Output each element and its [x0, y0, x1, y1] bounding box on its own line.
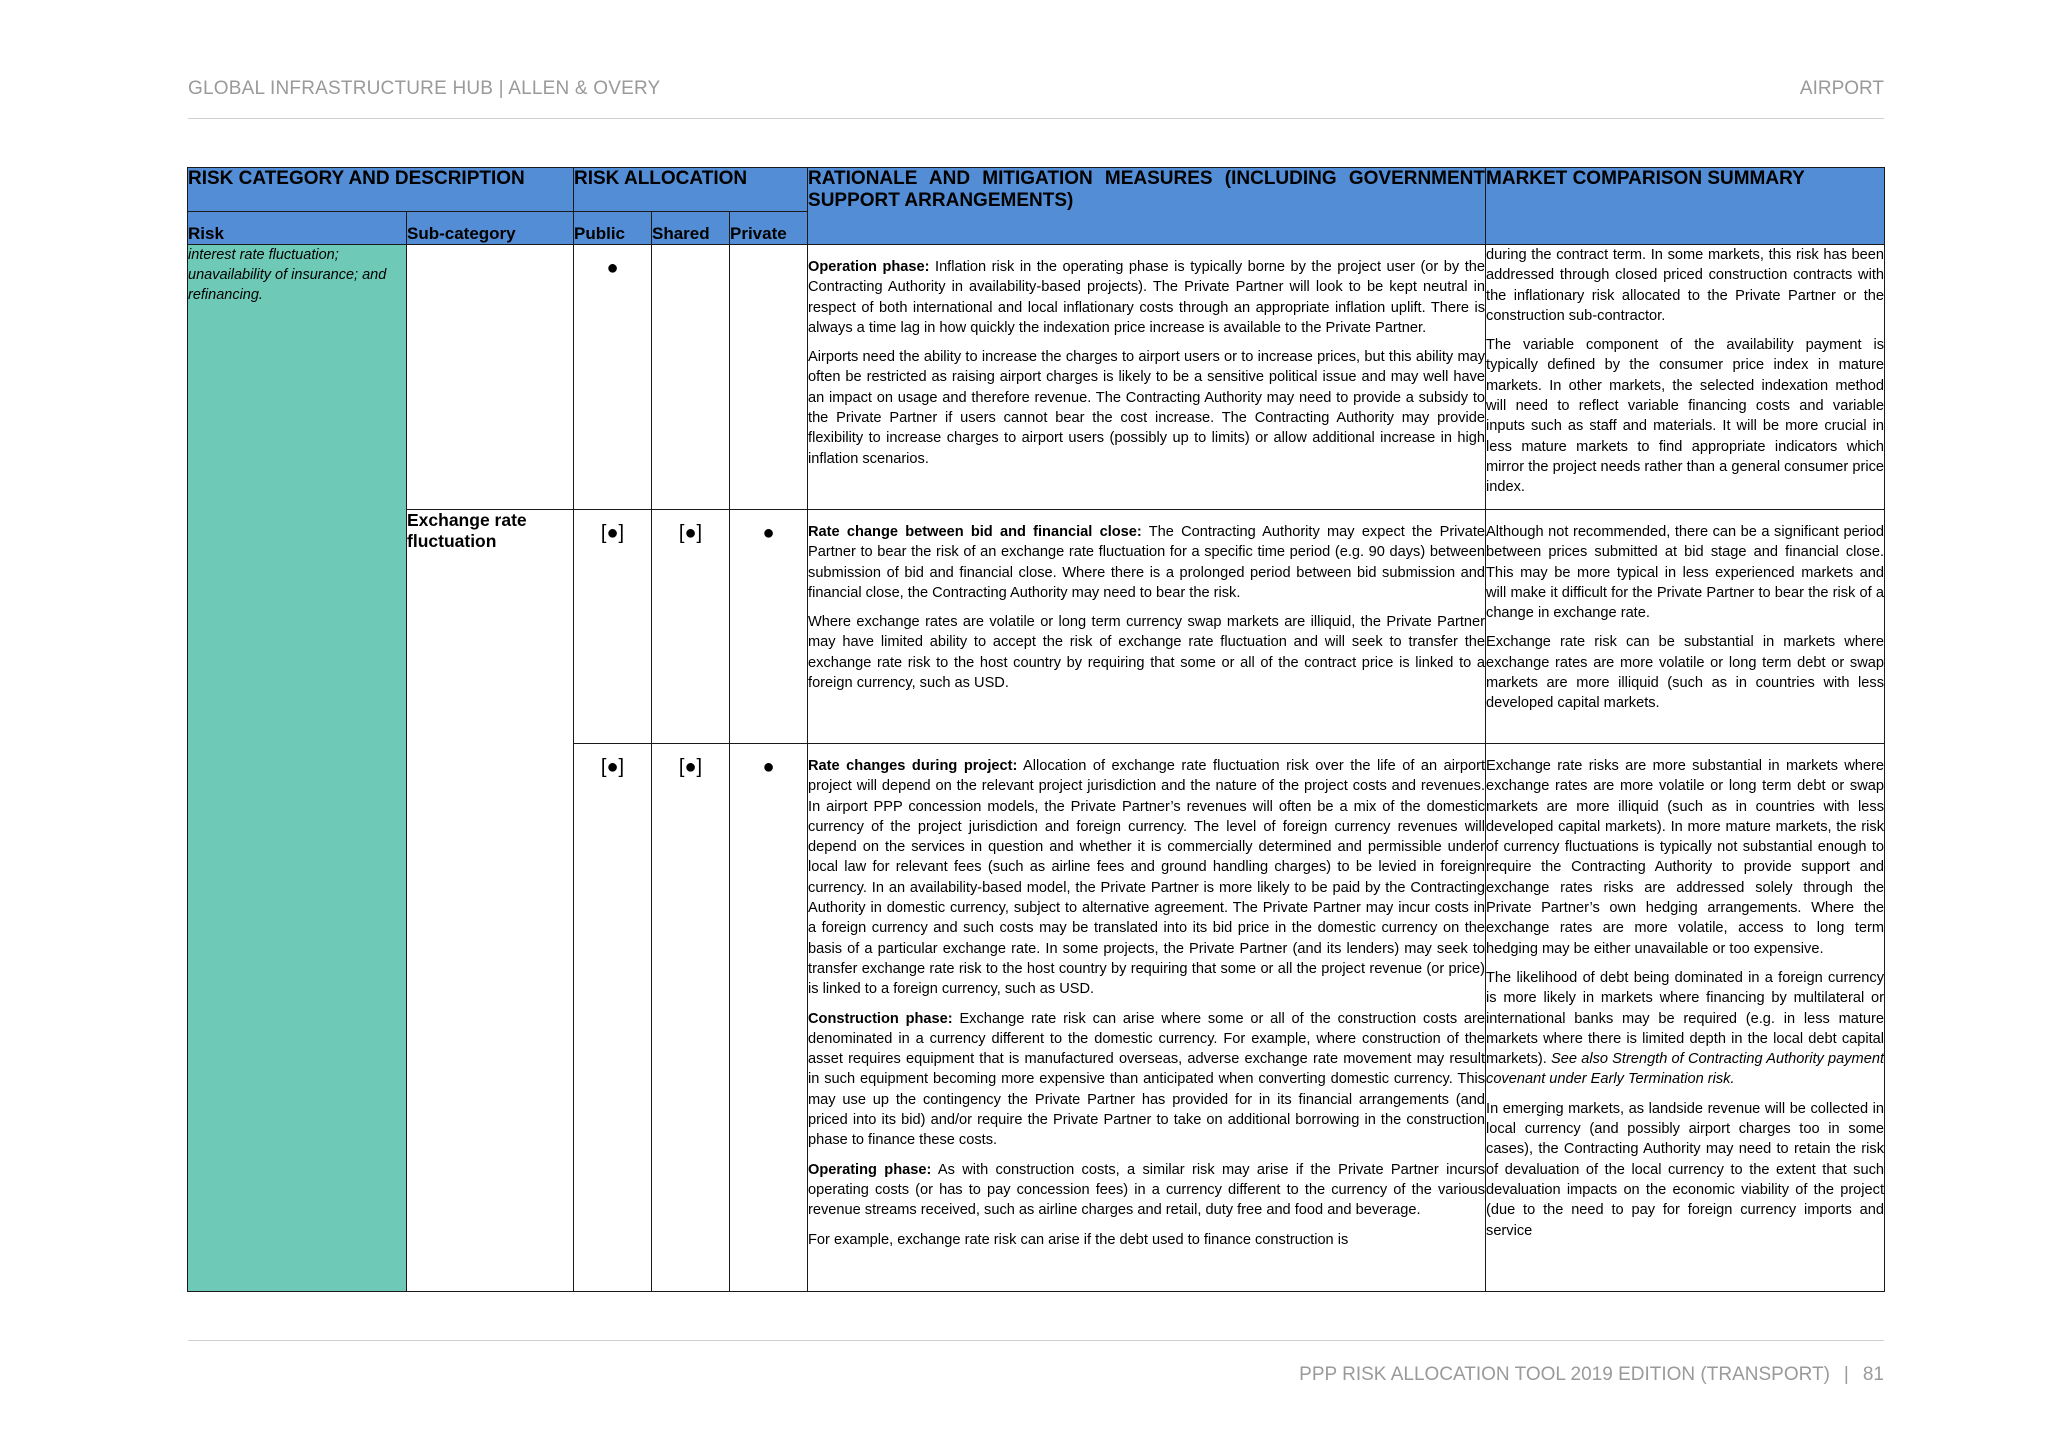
market-paragraph: Exchange rate risk can be substantial in markets where exchange rates are more volatile or long term debt or swap markets are more illiquid (such as in countries with less developed capital markets.	[1486, 634, 1885, 712]
private-allocation: ●	[730, 510, 808, 744]
col-risk: Risk	[188, 212, 407, 245]
public-allocation: ●	[574, 245, 652, 510]
rationale-paragraph: Rate change between bid and financial close: The Contracting Authority may expect the Private Partner to bear the risk of an exchange rate fluctuation for a specific time period (e.g. 90 days) between submission of bid and financial close. Where there is a prolonged period between bid submission and financial close, the Contracting Authority may need to bear the risk.	[808, 524, 1486, 601]
col-risk-category: RISK CATEGORY AND DESCRIPTION	[188, 168, 574, 212]
rationale-cell	[808, 744, 1486, 1292]
header-divider	[188, 118, 1884, 119]
header-title: GLOBAL INFRASTRUCTURE HUB | ALLEN & OVERY	[188, 78, 661, 99]
public-allocation: [●]	[574, 510, 652, 744]
market-cell	[1486, 245, 1885, 510]
shared-allocation: [●]	[652, 510, 730, 744]
rationale-paragraph: Airports need the ability to increase the charges to airport users or to increase prices, but this ability may often be restricted as raising airport charges is likely to be a sensitive political issue and may well have an impact on usage and therefore revenue. The Contracting Authority may need to provide a subsidy to the Private Partner if users cannot bear the cost increase. The Contracting Authority may provide flexibility to increase charges to airport users (possibly up to limits) or allow additional increase in high inflation scenarios.	[808, 349, 1486, 467]
table-row	[188, 510, 1885, 744]
footer	[1299, 1364, 1884, 1386]
market-paragraph: Exchange rate risks are more substantial in markets where exchange rates are more volatile or long term debt or swap markets are more illiquid (such as in countries with less developed capital markets). In more mature markets, the risk of currency fluctuations is typically not substantial enough to require the Contracting Authority to provide support and exchange rates risks are addressed solely through the Private Partner’s own hedging arrangements. Where the exchange rates are more volatile, access to long term hedging may be either unavailable or too expensive.	[1486, 758, 1885, 957]
rationale-paragraph: Operating phase: As with construction costs, a similar risk may arise if the Private Partner incurs operating costs (or has to pay concession fees) in a currency different to the currency of the various revenue streams received, such as airline charges and retail, duty free and food and beverage.	[808, 1161, 1486, 1219]
page-number: 81	[1862, 1364, 1884, 1385]
cross-reference: See also Strength of Contracting Authority payment covenant under Early Termination risk.	[1486, 1051, 1885, 1088]
rationale-paragraph: Rate changes during project: Allocation of exchange rate fluctuation risk over the life of an airport project will depend on the relevant project jurisdiction and the nature of the project costs and revenues. In airport PPP concession models, the Private Partner’s revenues will often be a mix of the domestic currency of the project jurisdiction and foreign currency. The level of foreign currency revenues will depend on the services in question and whether it is commercially determined and permissible under local law for relevant fees (such as airline fees and ground handling charges) to be levied in foreign currency. In an availability-based model, the Private Partner is more likely to be paid by the Contracting Authority in domestic currency, subject to alternative agreement. The Private Partner may incur costs in a foreign currency and such costs may be translated into its bid price in the domestic currency on the basis of a particular exchange rate. In some projects, the Private Partner (and its lenders) may seek to transfer exchange rate risk to the host country by requiring that some or all the project revenue (or price) is linked to a foreign currency, such as USD.	[808, 758, 1486, 998]
market-paragraph: Although not recommended, there can be a significant period between prices submitted at bid stage and financial close. This may be more typical in less experienced markets and will make it difficult for the Private Partner to bear the risk of a change in exchange rate.	[1486, 524, 1885, 622]
table-row	[188, 245, 1885, 510]
footer-divider	[188, 1340, 1884, 1341]
col-market-comparison: MARKET COMPARISON SUMMARY	[1486, 168, 1885, 245]
col-private: Private	[730, 212, 808, 245]
rationale-paragraph: Operation phase: Inflation risk in the operating phase is typically borne by the project user (or by the Contracting Authority in availability-based projects). The Private Partner will look to be kept neutral in respect of both international and local inflationary costs through an appropriate inflation uplift. There is always a time lag in how quickly the indexation price increase is available to the Private Partner.	[808, 259, 1486, 336]
risk-table	[187, 167, 1885, 1292]
rationale-cell	[808, 245, 1486, 510]
col-shared: Shared	[652, 212, 730, 245]
footer-title: PPP RISK ALLOCATION TOOL 2019 EDITION (TRANSPORT)	[1299, 1364, 1830, 1385]
subcategory-cell	[407, 245, 574, 510]
subcategory-exchange-rate: Exchange rate fluctuation	[407, 510, 574, 1292]
col-rationale: RATIONALE AND MITIGATION MEASURES (INCLUDING GOVERNMENT SUPPORT ARRANGEMENTS)	[808, 168, 1486, 245]
shared-allocation: [●]	[652, 744, 730, 1292]
market-cell	[1486, 510, 1885, 744]
rationale-paragraph: Construction phase: Exchange rate risk can arise where some or all of the construction costs are denominated in a currency different to the domestic currency. For example, where construction of the asset requires equipment that is manufactured overseas, adverse exchange rate movement may result in such equipment becoming more expensive than anticipated when converting domestic currency. This may use up the contingency the Private Partner has provided for in its financial arrangements (and priced into its bid) and/or require the Private Partner to take on additional borrowing in the construction phase to finance these costs.	[808, 1010, 1486, 1149]
private-allocation	[730, 245, 808, 510]
col-subcategory: Sub-category	[407, 212, 574, 245]
rationale-cell	[808, 510, 1486, 744]
private-allocation: ●	[730, 744, 808, 1292]
market-paragraph: during the contract term. In some markets, this risk has been addressed through closed priced construction contracts with the inflationary risk allocated to the Private Partner or the construction sub-contractor.	[1486, 247, 1885, 324]
shared-allocation	[652, 245, 730, 510]
market-paragraph: In emerging markets, as landside revenue will be collected in local currency (and possibly airport charges too in some cases), the Contracting Authority may need to retain the risk of devaluation of the local currency to the extent that such devaluation impacts on the economic viability of the project (due to the need to pay for foreign currency imports and service	[1486, 1100, 1885, 1239]
public-allocation: [●]	[574, 744, 652, 1292]
market-paragraph: The variable component of the availability payment is typically defined by the consumer price index in mature markets. In other markets, the selected indexation method will need to reflect variable financing costs and variable inputs such as staff and materials. It will be more crucial in less mature markets to find appropriate indicators which mirror the project needs rather than a general consumer price index.	[1486, 337, 1885, 496]
header-section: AIRPORT	[1799, 78, 1884, 99]
footer-separator: |	[1843, 1364, 1849, 1385]
market-paragraph: The likelihood of debt being dominated in a foreign currency is more likely in markets where financing by multilateral or international banks may be required (e.g. in less mature markets where there is limited depth in the local debt capital markets). See also Strength of Contracting Authority payment covenant under Early Termination risk.	[1486, 969, 1885, 1088]
rationale-paragraph: For example, exchange rate risk can arise if the debt used to finance construction is	[808, 1231, 1349, 1248]
risk-description: interest rate fluctuation; unavailability of insurance; and refinancing.	[188, 245, 407, 1292]
col-risk-allocation: RISK ALLOCATION	[574, 168, 808, 212]
col-public: Public	[574, 212, 652, 245]
market-cell	[1486, 744, 1885, 1292]
rationale-paragraph: Where exchange rates are volatile or long term currency swap markets are illiquid, the Private Partner may have limited ability to accept the risk of exchange rate fluctuation and will seek to transfer the exchange rate risk to the host country by requiring that some or all of the contract price is linked to a foreign currency, such as USD.	[808, 614, 1486, 692]
